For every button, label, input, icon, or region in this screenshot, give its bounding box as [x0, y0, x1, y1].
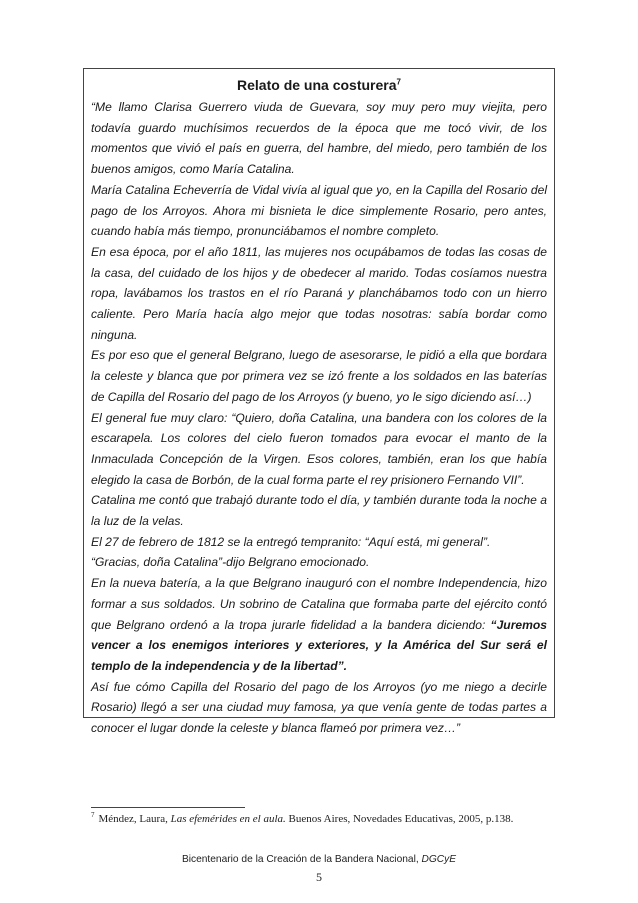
paragraph-3: En esa época, por el año 1811, las mujeres nos ocupábamos de todas las cosas de la casa, del cuidado de los hijos y de obedecer al marido. Todas cosíamos nuestra ropa, lavábamos los trastos en el río Paraná y planchábamos todo con un hierro caliente. Pero María hacía algo mejor que todas nosotras: sabía bordar como ninguna.	[91, 244, 547, 342]
story-title-text: Relato de una costurera	[237, 77, 397, 93]
story-box	[83, 68, 555, 736]
paragraph-4: Es por eso que el general Belgrano, luego de asesorarse, le pidió a ella que bordara la celeste y blanca que por primera vez se izó frente a los soldados en las baterías de Capilla del Rosario del pago de los Arroyos (y bueno, yo le sigo diciendo así…)	[91, 348, 547, 404]
footer-text: Bicentenario de la Creación de la Bandera Nacional,	[181, 854, 419, 865]
footnote-number: 7	[91, 811, 95, 820]
footnote-publication: Buenos Aires, Novedades Educativas, 2005, p.138.	[288, 813, 514, 825]
paragraph-8: “Gracias, doña Catalina”-dijo Belgrano emocionado.	[91, 555, 370, 570]
footnote-book-title: Las efemérides en el aula.	[170, 813, 286, 825]
paragraph-7: El 27 de febrero de 1812 se la entregó tempranito: “Aquí está, mi general”.	[91, 534, 491, 549]
paragraph-9	[91, 573, 547, 677]
paragraph-5: El general fue muy claro: “Quiero, doña Catalina, una bandera con los colores de la escarapela. Los colores del cielo fueron tomados para evocar el manto de la Inmaculada Concepción de la Virgen. Esos colores, también, eran los que había elegido la casa de Borbón, de la cual forma parte el rey prisionero Fernando VII”.	[91, 410, 547, 487]
footnote-reference: 7	[396, 77, 401, 87]
paragraph-1: “Me llamo Clarisa Guerrero viuda de Guevara, soy muy pero muy viejita, pero todavía guardo muchísimos recuerdos de la época que me tocó vivir, de los momentos que vivió el país en guerra, del hambre, del miedo, pero también de los buenos amigos, como María Catalina.	[91, 100, 547, 177]
footnote-separator	[91, 807, 245, 808]
page-number: 5	[316, 870, 322, 884]
footer-org: DGCyE	[421, 854, 457, 865]
story-title	[91, 75, 547, 95]
footnote	[91, 813, 513, 825]
paragraph-6: Catalina me contó que trabajó durante todo el día, y también durante toda la noche a la luz de la velas.	[91, 493, 547, 529]
page-footer	[0, 854, 638, 865]
paragraph-2: María Catalina Echeverría de Vidal vivía al igual que yo, en la Capilla del Rosario del pago de los Arroyos. Ahora mi bisnieta le dice simplemente Rosario, pero antes, cuando había más tiempo, pronunciábamos el nombre completo.	[91, 182, 547, 239]
paragraph-9-text: En la nueva batería, a la que Belgrano inauguró con el nombre Independencia, hizo formar a sus soldados. Un sobrino de Catalina que formaba parte del ejército contó que Belgrano ordenó a la tropa jurarle fidelidad a la bandera diciendo:	[91, 576, 547, 632]
oath-quote: “Juremos vencer a los enemigos interiores y exteriores, y la América del Sur será el templo de la independencia y de la libertad”.	[91, 617, 547, 673]
footnote-author: Méndez, Laura,	[98, 813, 168, 825]
paragraph-10: Así fue cómo Capilla del Rosario del pago de los Arroyos (yo me niego a decirle Rosario) llegó a ser una ciudad muy famosa, ya que venía gente de todas partes a conocer el lugar donde la celeste y blanca flameó por primera vez…”	[91, 679, 547, 736]
